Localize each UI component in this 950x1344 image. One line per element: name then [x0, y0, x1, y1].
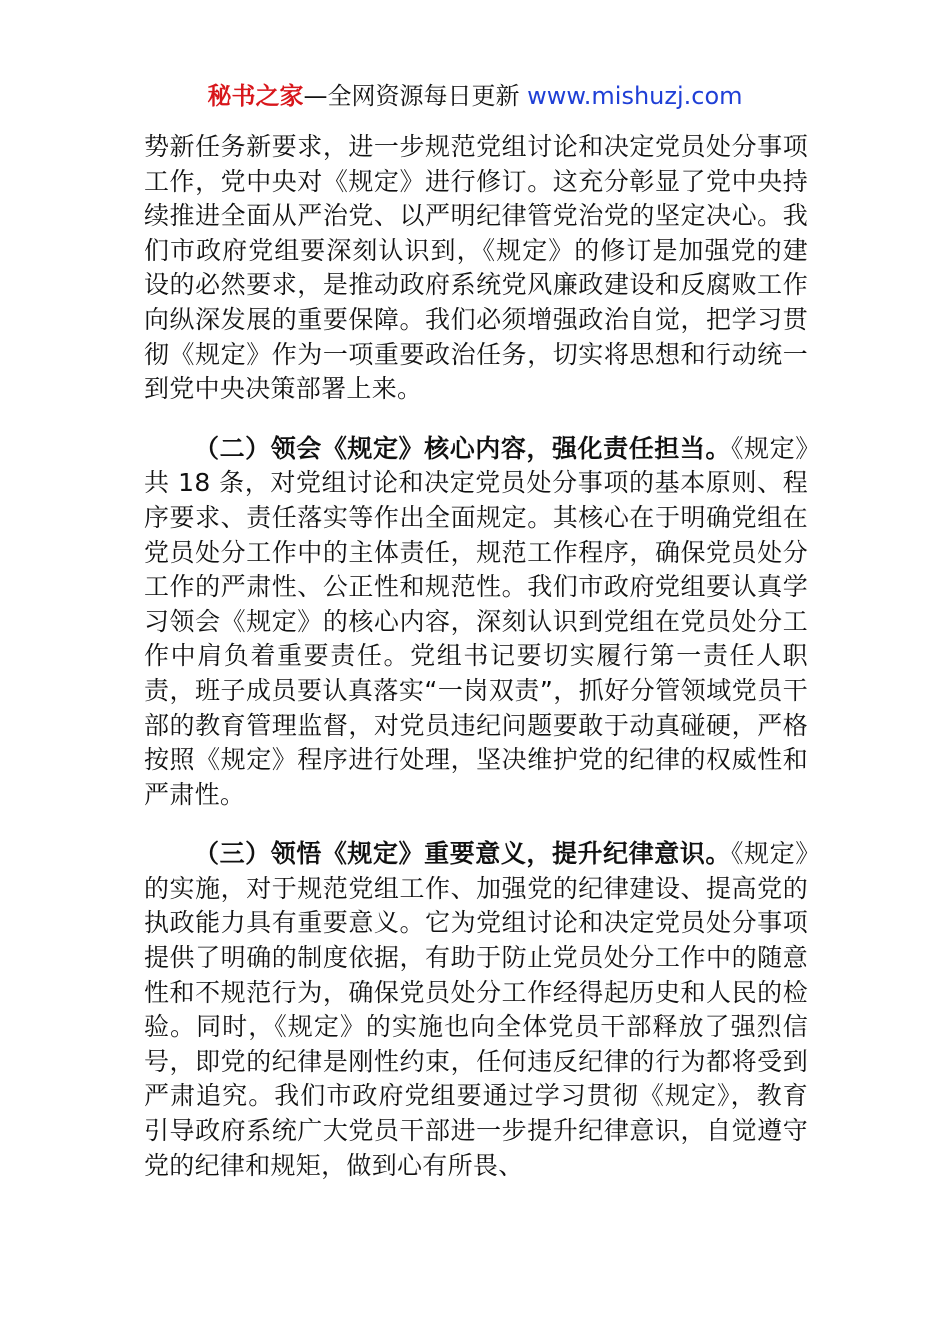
paragraph-2-heading: （二）领会《规定》核心内容，强化责任担当。: [194, 433, 731, 463]
paragraph-2-text: 《规定》共 18 条，对党组讨论和决定党员处分事项的基本原则、程序要求、责任落实等作出全面规定。其核心在于明确党组在党员处分工作中的主体责任，规范工作程序，确保党员处分工作的严肃性、公正性和规范性。我们市政府党组要认真学习领会《规定》的核心内容，深刻认识到党组在党员处分工作中肩负着重要责任。党组书记要切实履行第一责任人职责，班子成员要认真落实“一岗双责”，抓好分管领域党员干部的教育管理监督，对党员违纪问题要敢于动真碰硬，严格按照《规定》程序进行处理，坚决维护党的纪律的权威性和严肃性。: [144, 433, 808, 809]
site-header: [0, 80, 950, 112]
site-tagline: —全网资源每日更新: [303, 82, 528, 110]
paragraph-1-text: 势新任务新要求，进一步规范党组讨论和决定党员处分事项工作，党中央对《规定》进行修订。这充分彰显了党中央持续推进全面从严治党、以严明纪律管党治党的坚定决心。我们市政府党组要深刻认识到，《规定》的修订是加强党的建设的必然要求，是推动政府系统党风廉政建设和反腐败工作向纵深发展的重要保障。我们必须增强政治自觉，把学习贯彻《规定》作为一项重要政治任务，切实将思想和行动统一到党中央决策部署上来。: [144, 132, 808, 404]
paragraph-3-heading: （三）领悟《规定》重要意义，提升纪律意识。: [194, 839, 731, 869]
paragraph-3-text: 《规定》的实施，对于规范党组工作、加强党的纪律建设、提高党的执政能力具有重要意义。它为党组讨论和决定党员处分事项提供了明确的制度依据，有助于防止党员处分工作中的随意性和不规范行为，确保党员处分工作经得起历史和人民的检验。同时，《规定》的实施也向全体党员干部释放了强烈信号，即党的纪律是刚性约束，任何违反纪律的行为都将受到严肃追究。我们市政府党组要通过学习贯彻《规定》，教育引导政府系统广大党员干部进一步提升纪律意识，自觉遵守党的纪律和规矩，做到心有所畏、: [144, 839, 808, 1180]
document-body: [144, 130, 808, 1183]
paragraph-1: [144, 130, 808, 407]
paragraph-3: [144, 837, 808, 1183]
site-url[interactable]: www.mishuzj.com: [527, 82, 743, 110]
site-brand: 秘书之家: [207, 82, 304, 110]
paragraph-2: [144, 432, 808, 813]
